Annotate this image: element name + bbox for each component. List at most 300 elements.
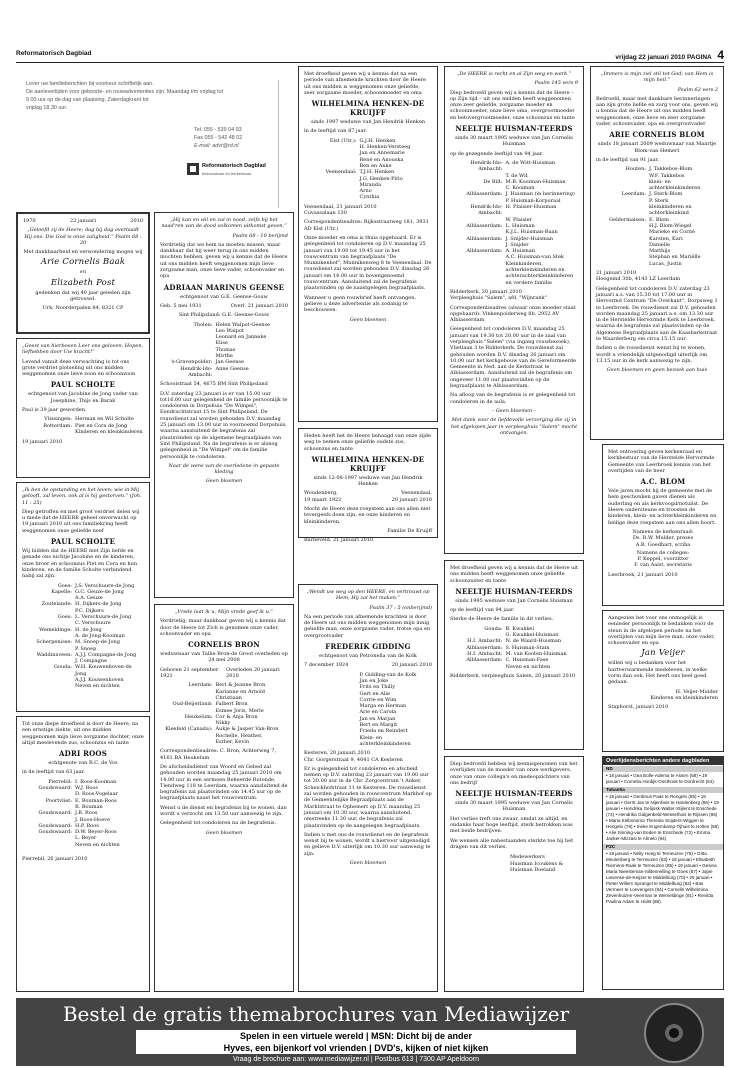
family-member: P. Sterk xyxy=(648,197,669,204)
ad-teerds-1 xyxy=(444,66,584,554)
ad-kruijff-1 xyxy=(298,66,438,422)
banner-line-2: Hyves, een bijenkorf vol vrienden | DVD's, kijken of niet kijken xyxy=(223,1043,489,1053)
family-place xyxy=(450,261,506,286)
org-label: Namens de colleges: xyxy=(636,549,690,556)
page-label: PAGINA xyxy=(686,54,712,61)
ad-blom-1 xyxy=(590,66,724,440)
family-row xyxy=(304,735,432,748)
family-member: P. Huisman-Korporaal xyxy=(505,197,561,204)
family-member: B. Kwakkel xyxy=(505,625,534,632)
logo-title: Reformatorisch Dagblad xyxy=(202,163,266,169)
family-member: Gert en Alie xyxy=(359,690,390,697)
family-place: Alblasserdam: xyxy=(466,644,503,651)
quote: „Wendt uw weg op den HEERE, en vertrouwt op Hem; Hij zal het maken.” xyxy=(306,589,430,602)
family-list xyxy=(304,138,432,201)
family-row xyxy=(596,179,718,192)
family-member: Bert en Margit xyxy=(359,722,398,729)
family-list xyxy=(596,166,718,267)
family-place: Poortvliet: xyxy=(45,797,72,804)
ad-gidding xyxy=(298,584,438,992)
family-signature: Familie De Kruijff xyxy=(387,527,432,534)
spouse-text: sinds 30 maart 1995 weduwe van Jan Cornelis Huisman xyxy=(455,135,573,148)
family-member: H. Plaisier-Huisman xyxy=(505,204,557,211)
family-member: P.C. Dijkers xyxy=(74,607,104,614)
death-date: 20 januari 2010 xyxy=(391,496,432,503)
family-list xyxy=(22,779,144,848)
family-member: E. Bouman-Roos xyxy=(74,797,117,804)
family-member: René en Anouska xyxy=(359,156,404,163)
body-text-3: We wensen alle nabestaanden sterkte toe bij het dragen van dit verlies. xyxy=(450,837,574,850)
family-member: Neven en nichten xyxy=(74,683,120,690)
family-place: Goudswaard: xyxy=(38,822,72,829)
family-member: Corrie en Wim xyxy=(359,696,397,703)
date: Barneveld, 21 januari 2010 xyxy=(304,537,374,544)
date: Leerbroek, 21 januari 2010 xyxy=(608,571,678,578)
body-text-3: Indien u de rouwdienst wenst bij te wonen, wordt u vriendelijk uitgenodigd uiterlijk om 13.15 uur in de kerk aanwezig te zijn. xyxy=(596,345,708,364)
family-member: Neven en nichten xyxy=(505,663,551,670)
footer-text: Geen bloemen xyxy=(205,829,243,836)
family-member: H. de Jong xyxy=(74,626,102,633)
family-row: Kinderen en kleinkinderen xyxy=(74,428,143,435)
family-place: H.I. Ambacht: xyxy=(467,638,503,645)
deceased-name: NEELTJE HUISMAN-TEERDS xyxy=(455,586,573,596)
banner-footer[interactable]: Vraag de brochure aan: www.mediawijzer.nl | Postbus 613 | 7300 AP Apeldoorn xyxy=(232,1056,480,1063)
deceased-name: FREDERIK GIDDING xyxy=(325,642,411,652)
info-line: De aanleverlijden voor geboorte- en rouwadvertenties zijn: Maandag t/m vrijdag tot xyxy=(26,89,224,95)
family-place: Hendrik-Ido-Ambacht: xyxy=(180,365,213,378)
family-member: G.J.H. Henken xyxy=(359,137,396,144)
family-member: J.G. Henken-Pitlo xyxy=(359,175,403,182)
signature-line: Medewerkers xyxy=(510,854,545,861)
body-text-2: Het verlies treft ons zwaar, omdat ze altijd, en ondanks haar hoge leeftijd, sterk betrokken was met beide bedrijven. xyxy=(450,815,573,835)
family-place: Heukelum: xyxy=(184,713,213,720)
ad-blom-2 xyxy=(602,444,724,606)
family-member: J. Snijder-Huisman xyxy=(505,235,554,242)
family-place: Goudswaard: xyxy=(38,785,72,792)
quote: „Ik ben de opstanding en het leven; wie in Mij gelooft, zal leven, ook al is hij gestorven.” (Joh. 11 : 25) xyxy=(22,487,142,506)
family-member: Jan en Annemarie xyxy=(359,150,405,157)
address: Urk, Noorderpalen 84, 8321 CP xyxy=(42,305,124,312)
family-member: Mirthe xyxy=(215,353,233,360)
body-text: Met droefheid geven wij u kennis dat de Heere uit ons midden heeft weggenomen onze geliefde schoonzuster en tante xyxy=(450,565,578,584)
banner-title: Bestel de gratis themabrochures van Mediawijzer xyxy=(62,1002,570,1026)
family-place: Alblasserdam: xyxy=(466,248,503,255)
rd-logo xyxy=(187,160,267,186)
family-member: W.F. Takkebos xyxy=(648,172,685,179)
family-member: Arie en Carola xyxy=(359,709,397,716)
family-member: L. Huisman xyxy=(505,222,535,229)
age-text: in de leeftijd van 63 jaar. xyxy=(22,769,85,776)
family-member: Marieke en Corné xyxy=(648,229,695,236)
family-member: K.J.L. Huisman-Baan xyxy=(505,229,558,236)
address: Hoogeind 30b, 4143 LZ Leerdam xyxy=(596,276,681,283)
ad-teerds-3 xyxy=(444,756,584,992)
spouse-text: sinds 18 januari 2009 weduwnaar van Maartje Blom-van Hemert xyxy=(597,141,717,154)
life-dates xyxy=(160,667,288,680)
info-fax: Fax 055 - 542 48 02 xyxy=(194,135,243,141)
family-member: Danielle xyxy=(648,241,670,248)
family-row xyxy=(160,739,288,745)
body-text: Verdrietig dat we hem na moeten missen, maar dankbaar dat hij weer terug in ons midden mochten hebben, geven wij u kennis dat de Heere uit ons midden heeft weggenomen mijn lieve zorgzame man, onze lieve vader, schoonvader en opa xyxy=(160,241,288,280)
info-email[interactable]: E-mail: advt@rd.nl xyxy=(194,143,239,149)
family-member: Jan en Marjan xyxy=(359,715,396,722)
signature xyxy=(608,529,718,569)
body-text: Na een periode van afnemende krachten is door de Heere uit ons midden weggenomen mijn innig geliefde man, onze zorgzame vader, trotse opa en overgrootvader xyxy=(304,613,431,639)
ad-teerds-2 xyxy=(444,560,584,750)
family-member: Marga en Herman xyxy=(359,703,407,710)
family-list xyxy=(160,682,288,745)
family-place: Tholen: xyxy=(193,321,213,328)
family-member: E. Blom xyxy=(648,216,669,223)
family-member: Cynthia xyxy=(359,194,380,201)
quote-ref: Psalm 37 : 5 (onberijmd) xyxy=(369,604,432,611)
lead-text: Met dankbaarheid en verwondering mogen wij xyxy=(23,249,143,256)
family-place: Hendrik-Ido-Ambacht: xyxy=(470,159,503,173)
family-member: W.H. Kouwenhoven-de Jong xyxy=(74,664,132,677)
family-member: D. Roos-Vogelaar xyxy=(74,791,118,798)
family-member: Aukje & Jasper Van-Bron xyxy=(215,726,279,733)
family-member: H. Dijkers-de Jong xyxy=(74,601,122,608)
signature-line: P. Keppel, voorzitter xyxy=(637,556,689,563)
body-text-2: willen wij u bedanken voor het hartverwarmende medeleven, in welke vorm dan ook. Het heeft ons heel goed gedaan. xyxy=(608,660,707,686)
body-text: Diep bedroefd hebben wij kennisgenomen van het overlijden van de moeder van onze werkgevers, onze van onze collega's en medeopzichters van ons bedrijf xyxy=(450,761,578,786)
family-member: Matthijs xyxy=(648,248,671,255)
family-row: Vlissingen: Herman en Wil Scholte xyxy=(44,416,134,423)
family-place xyxy=(450,664,506,670)
address: Chr. Gorgerstraat 9, 4041 CA Kesteren xyxy=(304,756,403,763)
family-member: Karsten, Kari xyxy=(648,235,683,242)
signature-line: Ds. R.W. Mulder, preses xyxy=(632,535,694,542)
family-member: Bert & Jeanne Bron xyxy=(215,682,266,689)
family-member: G. Kwakkel-Huisman xyxy=(505,632,559,639)
quote-ref: Psalm 62 vers 2 xyxy=(677,86,718,93)
family-member: A.C. Huisman-van Stek xyxy=(505,254,564,261)
anniversary-day: 22 januari xyxy=(70,218,96,224)
spouse-text: sinds 1995 weduwe van Jan Cornelis Huisman xyxy=(455,597,573,604)
family-member: Cor & Anja Bron xyxy=(215,713,258,720)
family-list xyxy=(450,626,578,670)
quote: „Immers is mijn ziel stil tot God; van Hem is mijn heil.” xyxy=(600,71,714,84)
deceased-name: ARIE CORNELIS BLOM xyxy=(609,130,705,140)
spouse-text: weduwnaar van Tallie Bron-de Groot overleden op 24 mei 2008 xyxy=(160,651,288,664)
footer-text: Geen bloemen xyxy=(205,478,243,485)
signature-line: Huisman Doeland xyxy=(510,866,556,873)
family-member: A. Huisman xyxy=(505,248,535,255)
quote: „Geloofd zij de Heere; dag bij dag overlaadt Hij ons. Die God is onze zaligheid.” Psalm 68 : 20 xyxy=(24,227,142,246)
date: Ridderkerk, 20 januari 2010 xyxy=(450,288,522,295)
signature-line: Kinderen en kleinkinderen xyxy=(650,694,718,701)
name-2: Elizabeth Post xyxy=(50,277,116,288)
banner-line-1: Spelen in een virtuele wereld | MSN: Dicht bij de ander xyxy=(239,1031,473,1041)
family-place: Waddinxveen: xyxy=(36,651,72,658)
footer-text: – Geen bloemen – xyxy=(491,407,537,414)
family-place: Alblasserdam: xyxy=(466,657,503,664)
section-text: • 18 januari • Nelly Hoeg te Terneuzen (76) • Gitta Meulenberg te Terneuzen (53) • 18 januari • Elisabeth Riemens-Raak te Terneuzen (85) • 19 januari • Gesina Maria Nieesteman-Silitenreilling te Goes (87) • Jopie Lievense-de-Keijzer te Middelburg (70) • 20 januari • Pieter Willem Sprangel te Middelburg (82) • Bas Vermeer te Loevengers (94) • Cornelis Wilhelmina Zevenhuizen-Veerman te Wemeldinge (91) • Renilda Paulina Adam te Hulst (88). xyxy=(606,851,717,904)
masthead xyxy=(16,48,724,62)
paper-name: Reformatorisch Dagblad xyxy=(16,50,92,57)
spouse-text: echtgenoot van Petronella van de Kolk xyxy=(319,653,417,660)
family-place xyxy=(596,204,649,217)
family-row xyxy=(304,194,432,200)
body-text-3: Wenst u de dienst en begrafenis bij te wonen, dan wordt u verzocht om 13.50 uur aanwezig te zijn. xyxy=(160,804,287,818)
family-place xyxy=(304,194,360,200)
family-place xyxy=(22,683,75,689)
family-member: G.C. Geuze-de Jong xyxy=(74,588,124,595)
family-place: Scherpenisse: xyxy=(36,639,72,646)
family-member: Klein- en achterkleinkinderen xyxy=(359,734,411,747)
family-place: Goes: xyxy=(57,582,72,589)
footer-text: Geen bloemen en geen bezoek aan huis xyxy=(606,367,708,374)
family-place: Veenendaal: xyxy=(325,169,357,176)
death-date: 20 januari 2010 xyxy=(391,662,432,669)
quote-ref: Psalm 145 vers 9 xyxy=(534,80,578,87)
signature-line: A.B. Goedhart, scriba xyxy=(635,541,691,548)
birth-place: Woudenberg, xyxy=(304,490,338,497)
deceased-name: WILHELMINA HENKEN-DE KRUIJFF xyxy=(311,99,425,118)
family-member: M.B. Kooiman-Huisman xyxy=(505,178,566,185)
page-number: 4 xyxy=(717,48,724,62)
family-row xyxy=(22,683,144,689)
info-line: 9.00 uur op de dag van plaatsing. Zaterdagkrant tot xyxy=(26,97,149,103)
family-place: Gouda: xyxy=(484,625,503,632)
family-member: Lucas, Justin xyxy=(648,260,682,267)
family-row: Rotterdam: Piet en Cora de Jong xyxy=(43,422,128,429)
age-text: op de leeftijd van 94 jaar. xyxy=(450,607,515,614)
section-label: ND xyxy=(603,766,723,772)
date: Staphorst, januari 2010 xyxy=(608,704,669,711)
family-member: W.J. Roos xyxy=(74,785,98,792)
family-place: Pierrebil: xyxy=(48,778,72,785)
family-member: Arno xyxy=(359,188,372,195)
body-text: Met ontroering geven kerkenraad en kerkbestuur van de Herstelde Hervormde Gemeente van Leerbroek kennis van het overlijden van de heer xyxy=(608,449,715,474)
mediawijzer-banner[interactable] xyxy=(16,998,724,1066)
masthead-rule xyxy=(16,62,724,63)
deceased-name: ADRI ROOS xyxy=(59,749,107,759)
family-member: A.J.J. Compagne-de Jong xyxy=(74,651,137,658)
family-member: Nikky xyxy=(215,720,231,727)
death-date: Overleden 20 januari 2010 xyxy=(226,666,280,680)
family-place xyxy=(22,842,75,848)
family-member: Frieda en Reindert xyxy=(359,728,408,735)
overview-other-papers xyxy=(602,756,724,990)
date: Pierrebil, 26 januari 2010 xyxy=(22,856,88,863)
family-place: Wemeldinge: xyxy=(39,626,72,633)
family-member: J. Compagne xyxy=(74,658,107,665)
body-text-2: Er is gelegenheid tot condoleren en afscheid nemen op D.V. zaterdag 23 januari van 19.00 uur tot 20.00 uur in de Chr. Zorgcentrum 't Anker, Scheickhofstraat 11 te Kesteren. De rouwdienst zal worden gehouden in rouwcentrum Markhof op de Gemeentelijke Begraafplaats aan de Marktstraat te Ophemert op D.V. maandag 25 januari om 10.30 uur, waarna aansluitend, omstreeks 11.30 uur, de begrafenis zal plaatsvinden op de aangelegen begraafplaats. xyxy=(304,765,432,829)
ad-bron xyxy=(154,604,294,992)
ad-scholte-2 xyxy=(16,482,150,712)
place-text: Cuvassalaan 130 xyxy=(304,210,347,217)
family-member: H.J. Blom-Wiegel xyxy=(648,222,692,229)
signature xyxy=(510,854,578,873)
overview-title: Overlijdensberichten andere dagbladen xyxy=(603,757,723,765)
family-list xyxy=(304,672,432,748)
family-place xyxy=(304,735,360,748)
section-text: • 15 januari • Gerdinus Paas te Rengelo (85) • 18 januari • Gerrit Jan te Nijenheis te Hardenberg (86) • 19 januari • Hendrika Gelijnsk-Walter-Stijlent te Enschede (74) • Hendrika Galgenbeld-Wesselhuis te Rijssen (86) • Maria Kelbonsma Theresia Snijders-Wiggen te Hengelo (79) • Ineke Engemkamp-Tijhuis te Holten (58) • Alie Sinning-van Eeden te Enschede (72) • Emma Janker-Mizzasi te Almelo (94). xyxy=(606,794,719,841)
family-row xyxy=(22,664,144,677)
address: Correspondentieadres: Rijksstraatweg 181, 3931 AD Elst (Utr.) xyxy=(304,219,429,232)
family-row xyxy=(596,261,718,267)
and-text: en xyxy=(79,269,87,276)
ad-kruijff-2 xyxy=(298,428,438,544)
date: 19 januari 2010 xyxy=(22,439,63,446)
spouse-text: echtgenoot van Jacobine de Jong vader van Josephine, Thijs en Barak xyxy=(28,391,138,404)
family-row xyxy=(450,664,578,670)
family-member: H. Henken-Versteeg xyxy=(359,144,411,151)
signature-line: F. van Aalst, secretaris xyxy=(634,562,692,569)
org-label: Namens de kerkenraad: xyxy=(632,528,694,535)
family-member: D.W. Beyer-Roos xyxy=(74,829,117,836)
family-place: Goes: xyxy=(57,614,72,621)
deceased-name: NEELTJE HUISMAN-TEERDS xyxy=(455,789,573,799)
quote-ref: Psalm 68 : 10 berijmd xyxy=(232,232,288,239)
family-member: L. Beyer xyxy=(74,835,97,842)
ad-scholte-1 xyxy=(16,338,150,478)
place-text: Kesteren, 20 januari 2010 xyxy=(304,750,371,757)
family-member: Leo Walpot xyxy=(215,327,244,334)
family-member: J. Huisman (in herinnering) xyxy=(505,191,575,198)
body-text-4: Gelegenheid tot condoleren na de begrafenis. xyxy=(160,820,277,827)
family-member: S. Huisman-Stam xyxy=(505,644,550,651)
family-member: C. Verschuure xyxy=(74,620,111,627)
body-text: Verdrietig, maar dankbaar geven wij u kennis dat door de Heere tot Zich is genomen onze vader, schoonvader en opa xyxy=(160,618,286,637)
family-member: Thomas xyxy=(215,346,236,353)
place-text: Verpleeghuis "Salem", afd. "Wijnrank" xyxy=(450,295,547,302)
body-text-2: Gelegenheid tot condoleren D.V. maandag 25 januari van 19.30 tot 20.00 uur in de zaal van verpleeghuis "Salem" (via ingang rouwbezoek), Vlietlaan 3 te Ridderkerk. De rouwdienst zal gehouden worden D.V. dinsdag 26 januari om 10.00 uur het kerkgebouw van de Gereformeerde Gemeente in Ned. aan de Kerkstraat te Alblasserdam. Aansluitend zal de begrafenis om ongeveer 11.00 uur plaatsvinden op de begraafplaats te Alblasserdam. xyxy=(450,326,577,390)
closing-text: Naar de wens van de overledene in gepaste kleding xyxy=(168,462,280,476)
family-place: Hendrik-Ido-Ambacht: xyxy=(470,204,503,217)
family-member: Frits en Thilly xyxy=(359,684,396,691)
family-place: Leerdam: xyxy=(621,191,646,198)
death-place: Veenendaal, xyxy=(401,490,432,497)
family-member: A.A. Geuze xyxy=(74,595,103,602)
family-member: Stephan en Mariëlle xyxy=(648,254,701,261)
body-text: Met droefheid geven wij u kennis dat na een periode van afnemende krachten door de Heere uit ons midden is weggenomen onze geliefde, zeer zorgzame moeder, schoonmoeder en oma xyxy=(304,71,426,96)
family-member: M. Snoep-de Jong xyxy=(74,639,120,646)
family-place xyxy=(596,261,649,267)
family-member: T.J.H. Henken xyxy=(359,169,395,176)
family-place: Oud-Beijerland: xyxy=(172,701,213,708)
date: Ridderkerk, verpleeghuis Salem, 20 januari 2010 xyxy=(450,672,576,679)
ad-veijer xyxy=(602,610,724,752)
body-text-2: Gelegenheid tot condoleren D.V. zaterdag 23 januari a.s. van 15.30 tot 17.00 uur in Hervormd Centrum "De Overkant", Dorpsweg 1 te Leerbroek. De rouwdienst zal D.V. gehouden worden maandag 25 januari a.s. om 13.30 uur in de Herstelde Hervormde Kerk te Leerbroek, waarna de begrafenis zal plaatsvinden op de Algemene Begraafplaats aan de Kaasbarkstraat te Waarderberg om circa 15.15 uur. xyxy=(596,285,718,342)
family-member: H.P. Roos xyxy=(74,822,99,829)
body-text-2: Mocht de Heere deze roepstem aan ons allen niet tevergeefs doen zijn, en onze kinderen en kleinkinderen. xyxy=(304,506,431,525)
family-member: klein- en achterkleinkinderen xyxy=(648,178,701,192)
death-date: Overl. 21 januari 2010 xyxy=(230,302,288,309)
family-place: Alblasserdam: xyxy=(466,222,503,229)
family-member: Anne Geense xyxy=(215,365,249,372)
family-member: Esmee Joris, Merle xyxy=(215,707,264,714)
ad-geense xyxy=(154,212,294,598)
date: 21 januari 2010 xyxy=(596,270,637,277)
family-member: L. Verschuure-de Jong xyxy=(74,614,132,621)
family-member: Neven en nichten xyxy=(74,841,120,848)
spouse-text: sinds 12-08-1997 weduwe van Jan Hendrik Henken xyxy=(313,474,423,488)
family-place: Alblasserdam: xyxy=(466,191,503,198)
section-label: Tubantia xyxy=(603,787,723,793)
spouse-text: sinds 30 maart 1995 weduwe van Jan Cornelis Huisman xyxy=(455,800,573,813)
ad-roos xyxy=(16,716,150,992)
anniversary-dates xyxy=(23,218,143,224)
family-member: J.S. Verschuure-de Jong xyxy=(74,582,135,589)
family-list xyxy=(450,160,578,286)
body-text-3: Na afloop van de begrafenis is er gelegenheid tot condoleren in de aula. xyxy=(450,392,576,405)
family-row xyxy=(450,261,578,286)
banner-topics xyxy=(136,1030,576,1054)
family-member: W. Plaisier xyxy=(505,216,533,223)
family-row xyxy=(450,204,578,217)
info-line: Lever uw familieberichten bij voorkeur schriftelijk aan. xyxy=(26,81,154,87)
body-text: Diep bedroefd geven wij u kennis dat de Heere – op Zijn tijd – uit ons midden heeft weggenomen onze zeer geliefde, zorgzame moeder en schoonmoeder, onze lieve oma, overgrootmoeder en betovergrootmoeder, onze schoonzus en tante xyxy=(450,89,575,121)
family-place: De Bilt: xyxy=(483,178,503,185)
family-member: P. Gidding-van de Kolk xyxy=(359,671,417,678)
family-member: Jan en Joke xyxy=(359,677,389,684)
family-member: T. de Wit xyxy=(505,172,528,179)
deceased-name: CORNELIS BRON xyxy=(188,640,260,650)
family-place: 's-Gravenpolder: xyxy=(170,359,213,366)
family-member: A.J.J. Kouwenhoven xyxy=(74,677,124,684)
body-text-2: Vele jaren mocht hij de gemeente met de hem geschonken gaven dienen als ouderling en als kerkvoogd/notulist. De Heere ondersteune en troosten de kinderen, klein- en achterkleinkinderen en heilige deze roepstem aan ons allen hoort. xyxy=(608,488,717,526)
signature-line: H. Veijer-Mulder xyxy=(675,688,718,695)
ad-baak xyxy=(16,212,150,334)
deceased-name: WILHELMINA HENKEN-DE KRUIJFF xyxy=(311,454,425,473)
year-end: 2010 xyxy=(130,218,143,224)
family-place: Kleefeld (Canada): xyxy=(165,726,213,733)
family-member: P. Snoep xyxy=(74,645,97,652)
age-text: in de leeftijd van 87 jaar. xyxy=(304,128,367,135)
family-place: Elst (Utr.): xyxy=(329,137,357,144)
spouse-text: echtgenoot van G.E. Geense-Gouw xyxy=(180,293,268,300)
body-text: Bedroefd, maar met dankbare herinneringen aan zijn grote liefde en zorg voor ons, geven wij u kennis dat de Heere uit ons midden heeft weggenomen, onze lieve en zeer zorgzame vader, schoonvader, opa en overgrootvader xyxy=(596,95,718,128)
section-text: • 18 januari • Gea Bolle-Adema te Assen (58) • 19 januari • Cornelia Hordijk-Oosthoek te Dordrecht (64). xyxy=(606,773,716,784)
birth-date: Geb. 5 mei 1931 xyxy=(160,302,202,309)
family-place: Zoutelande: xyxy=(41,601,72,608)
family-place: Gouda: xyxy=(53,664,72,671)
advertising-info xyxy=(26,80,279,208)
intro-text: Sterke de Heere de familie in dit verlies. xyxy=(450,616,554,623)
family-member: Rochelle, Heather, xyxy=(215,732,263,739)
deceased-name: A.C. BLOM xyxy=(640,477,686,487)
body-text: Heden heeft het de Heere behaagd van onze zijde weg te nemen onze geliefde oudste zus, schoonzus en tante xyxy=(304,433,431,452)
signature xyxy=(608,689,718,702)
family-member: M. van Kooten-Huisman xyxy=(505,650,567,657)
birth-date: 7 december 1924 xyxy=(304,662,349,669)
name-1: Arie Cornelis Baak xyxy=(40,257,126,268)
family-place: Goudswaard: xyxy=(38,829,72,836)
family-place: Goudswaard: xyxy=(38,810,72,817)
address: Correspondentieadres (alwaar onze moeder staat opgebaard): Vinkenpolderweg 8b, 2952 AV Alblasserdam xyxy=(450,304,576,324)
family-member: Kleinkinderen, achterkleinkinderen en achterachterkleinkinderen en verdere familie xyxy=(505,260,574,286)
section-label: PZC xyxy=(603,844,723,850)
body-text-2: De afscheidsdienst van Woord en Gebed zal gehouden worden maandag 25 januari 2010 om 14.00 uur in een sermoen Beheerde Rotonde, Tiendweg 118 te Leerdam, waarna aansluitend de begrafenis zal plaatsvinden om 14.45 uur op de begraafplaats naast het rouwcentrum. xyxy=(160,763,288,802)
family-member: J.B. Roos xyxy=(74,810,98,817)
family-member: Falbert Bron xyxy=(215,701,248,708)
family-member: J. Sterk-Blom xyxy=(648,191,683,198)
deceased-name: PAUL SCHOLTE xyxy=(50,537,116,547)
life-places xyxy=(304,490,432,503)
family-place: Geldermalsen: xyxy=(609,216,646,223)
quote: „Hij kan en wil en zal in nood, zelfs bij het naad'ren van de dood volkomen uitkomst geven.” xyxy=(161,217,287,230)
deceased-name: ADRIAAN MARINUS GEENSE xyxy=(163,282,285,292)
family-place xyxy=(596,179,649,192)
family-row xyxy=(596,204,718,217)
quote: „Vrede laat ik u, Mijn vrede geef ik u.” xyxy=(175,609,273,615)
info-line: vrijdag 18.30 uur. xyxy=(26,105,68,111)
family-member: A. de Jong-Kooiman xyxy=(74,632,125,639)
logo-subtitle: betrouwbaar en herkenbaar xyxy=(202,171,252,176)
family-member: J. Roos-Hoeve xyxy=(74,816,110,823)
